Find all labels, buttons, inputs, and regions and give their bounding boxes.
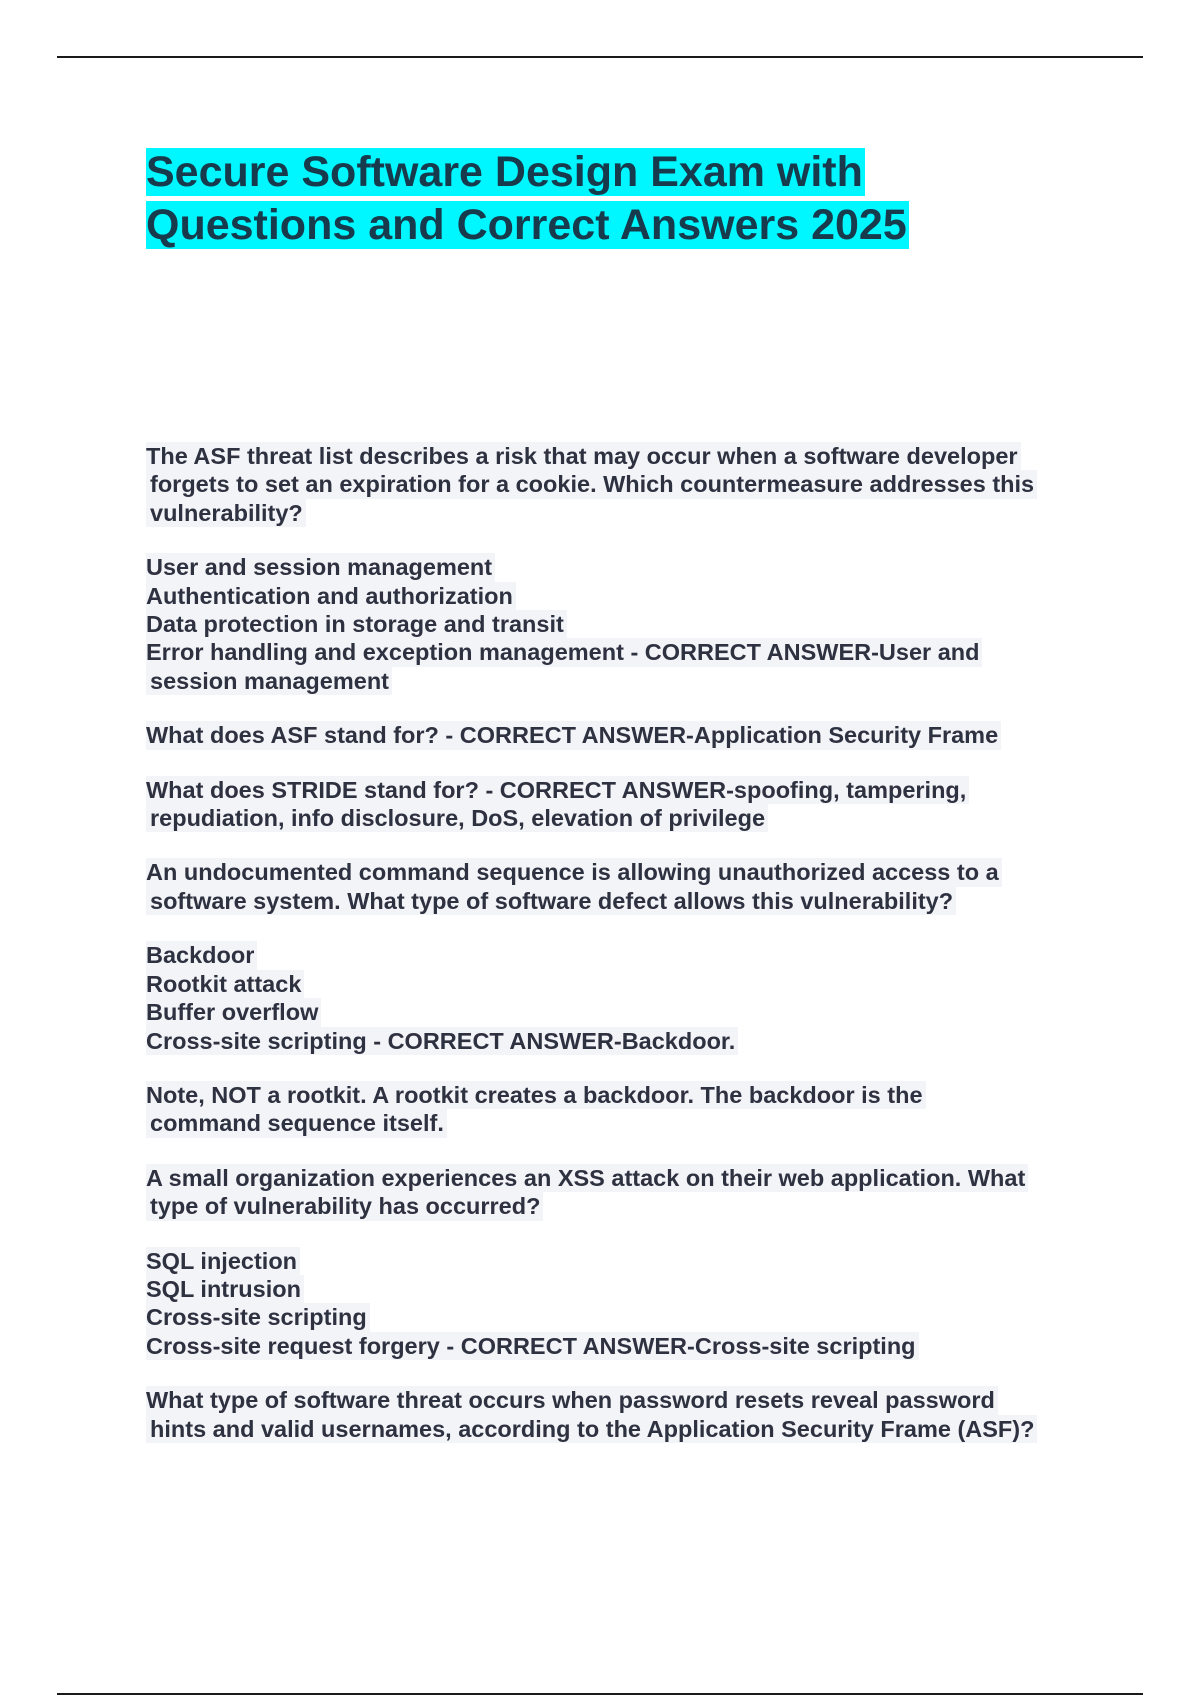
question-stride — [146, 776, 1106, 833]
option-line: session management — [146, 667, 392, 695]
text-line: repudiation, info disclosure, DoS, elevation of privilege — [146, 804, 768, 832]
answer-options-xss — [146, 1247, 1106, 1361]
text-line: The ASF threat list describes a risk that may occur when a software developer — [146, 442, 1021, 470]
question-asf — [146, 721, 1106, 749]
option-line: Error handling and exception management - CORRECT ANSWER-User and — [146, 638, 982, 666]
text-line: command sequence itself. — [146, 1109, 447, 1137]
bottom-rule — [57, 1693, 1143, 1695]
document-body — [146, 442, 1106, 1469]
answer-options-backdoor — [146, 941, 1106, 1055]
option-line: Rootkit attack — [146, 970, 304, 998]
document-title — [146, 146, 1046, 252]
title-line-2: Questions and Correct Answers 2025 — [146, 201, 907, 249]
option-line: Cross-site scripting — [146, 1303, 370, 1331]
option-line: Cross-site scripting - CORRECT ANSWER-Backdoor. — [146, 1027, 738, 1055]
option-line: Data protection in storage and transit — [146, 610, 567, 638]
text-line: What does STRIDE stand for? - CORRECT ANSWER-spoofing, tampering, — [146, 776, 969, 804]
top-rule — [57, 56, 1143, 58]
text-line: forgets to set an expiration for a cookie. Which countermeasure addresses this — [146, 470, 1037, 498]
text-line: What type of software threat occurs when password resets reveal password — [146, 1386, 998, 1414]
question-cookie-expiration — [146, 442, 1106, 527]
note-rootkit — [146, 1081, 1106, 1138]
option-line: User and session management — [146, 553, 495, 581]
title-line-1: Secure Software Design Exam with — [146, 148, 863, 196]
answer-options-cookie — [146, 553, 1106, 695]
text-line: type of vulnerability has occurred? — [146, 1192, 543, 1220]
option-line: Buffer overflow — [146, 998, 321, 1026]
question-xss — [146, 1164, 1106, 1221]
option-line: Cross-site request forgery - CORRECT ANSWER-Cross-site scripting — [146, 1332, 919, 1360]
text-line: What does ASF stand for? - CORRECT ANSWER-Application Security Frame — [146, 721, 1001, 749]
text-line: vulnerability? — [146, 499, 306, 527]
option-line: SQL injection — [146, 1247, 300, 1275]
option-line: Authentication and authorization — [146, 582, 516, 610]
text-line: An undocumented command sequence is allowing unauthorized access to a — [146, 858, 1002, 886]
text-line: hints and valid usernames, according to the Application Security Frame (ASF)? — [146, 1415, 1037, 1443]
option-line: Backdoor — [146, 941, 257, 969]
question-undocumented-command — [146, 858, 1106, 915]
text-line: A small organization experiences an XSS attack on their web application. What — [146, 1164, 1028, 1192]
option-line: SQL intrusion — [146, 1275, 304, 1303]
question-password-reset — [146, 1386, 1106, 1443]
text-line: Note, NOT a rootkit. A rootkit creates a backdoor. The backdoor is the — [146, 1081, 926, 1109]
text-line: software system. What type of software defect allows this vulnerability? — [146, 887, 956, 915]
